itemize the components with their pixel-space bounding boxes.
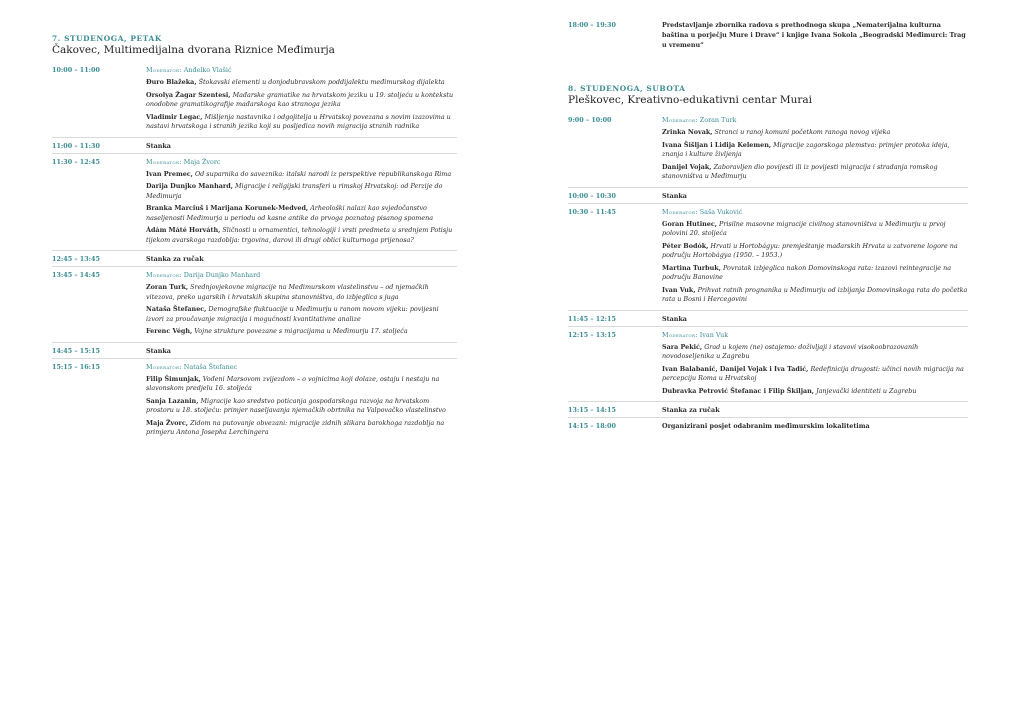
time-slot: 12:15 – 13:15 bbox=[568, 330, 616, 339]
session-row bbox=[52, 362, 457, 441]
session-note: Stanka za ručak bbox=[146, 255, 204, 263]
talk-item bbox=[146, 91, 457, 110]
talk-item bbox=[146, 226, 457, 245]
moderator-label: Moderator: bbox=[662, 207, 698, 216]
time-slot: 13:45 – 14:45 bbox=[52, 271, 100, 279]
talk-author: Dubravka Petrović Štefanac i Filip Škiljan, bbox=[662, 386, 815, 395]
talk-title: Migracije i religijski transferi u rimskoj Hrvatskoj: od Perzije do Međimurja bbox=[146, 182, 443, 200]
session-content bbox=[146, 157, 457, 249]
talk-author: Ivan Balabanić, Danijel Vojak i Iva Tadić, bbox=[662, 364, 809, 373]
left-column bbox=[52, 34, 457, 441]
break-row bbox=[568, 20, 968, 50]
day-header-left bbox=[52, 34, 457, 56]
talk-title: Srednjovjekovne migracije na Međimurskom vlastelinstvu – od njemačkih vitezova, preko ugarskih i hrvatskih skupina stanovništva, do izbjeglica s juga bbox=[146, 283, 429, 301]
break-row bbox=[52, 141, 457, 151]
session-content bbox=[146, 254, 457, 264]
day-label: 7. STUDENOGA, PETAK bbox=[52, 34, 162, 43]
talk-item bbox=[146, 375, 457, 394]
talk-author: Ivana Šišljan i Lidija Kelemen, bbox=[662, 140, 772, 149]
session-content bbox=[662, 207, 968, 308]
session-note: Stanka bbox=[662, 314, 687, 323]
talk-author: Nataša Štefanec, bbox=[146, 305, 207, 313]
talk-title: Migracije zagorskoga plemstva: primjer protoka ideja, znanja i kulture življenja bbox=[662, 140, 950, 158]
talk-title: Prisilne masovne migracije civilnog stanovništva u Međimurju u prvoj polovini 20. stoljeća bbox=[662, 219, 946, 237]
session-note: Stanka za ručak bbox=[662, 406, 720, 414]
moderator-label: Moderator: bbox=[662, 116, 698, 124]
moderator-name: Zoran Turk bbox=[697, 116, 737, 124]
moderator-name: Ivan Vuk bbox=[697, 330, 729, 339]
time-slot: 13:15 – 14:15 bbox=[568, 406, 616, 414]
row-divider bbox=[568, 203, 968, 204]
talk-item bbox=[662, 128, 968, 138]
time-slot: 11:45 – 12:15 bbox=[568, 314, 616, 323]
day-venue: Čakovec, Multimedijalna dvorana Riznice Međimurja bbox=[52, 44, 335, 56]
talk-title: Sličnosti u ornamentici, tehnologiji i vrsti predmeta u srednjem Potisju tijekom avarskoga razdoblja: trgovina, darovi ili drugi oblici kulturnoga prijenosa? bbox=[146, 226, 453, 244]
session-row bbox=[52, 65, 457, 135]
talk-item bbox=[146, 305, 457, 324]
talk-item bbox=[662, 286, 968, 305]
session-row bbox=[52, 270, 457, 340]
break-row bbox=[568, 421, 968, 431]
schedule-right bbox=[568, 115, 968, 431]
moderator bbox=[662, 330, 968, 340]
talk-author: Orsolya Žagar Szentesi, bbox=[146, 90, 231, 99]
talk-author: Danijel Vojak, bbox=[662, 162, 712, 171]
time-slot: 14:15 – 18:00 bbox=[568, 422, 616, 430]
moderator-label: Moderator: bbox=[662, 330, 698, 339]
talk-title: Grad u kojem (ne) ostajemo: doživljaji i stavovi visokoobrazovanih novodoseljenika u Zagrebu bbox=[662, 342, 919, 360]
session-content bbox=[146, 362, 457, 441]
talk-author: Ivan Vuk, bbox=[662, 285, 696, 294]
row-divider bbox=[568, 401, 968, 402]
talk-item bbox=[662, 343, 968, 362]
row-divider bbox=[52, 153, 457, 154]
talk-title: Stranci u ranoj komuni početkom ranoga novog vijeka bbox=[712, 128, 891, 136]
talk-author: Sara Pekić, bbox=[662, 342, 703, 351]
talk-title: Mišljenja nastavnika i odgojitelja u Hrvatskoj povezana s novim izazovima u nastavi hrvatskoga i stranih jezika koji su posljedica novih migracija stranih radnika bbox=[146, 112, 451, 130]
session-content bbox=[662, 20, 968, 50]
moderator-name: Anđelko Vlašić bbox=[181, 66, 232, 74]
talk-author: Ivan Premec, bbox=[146, 169, 193, 178]
row-divider bbox=[52, 358, 457, 359]
time-slot: 9:00 – 10:00 bbox=[568, 116, 612, 124]
talk-title: Od suparnika do saveznika: italski narodi iz perspektive republikanskoga Rima bbox=[192, 169, 452, 178]
session-content bbox=[662, 115, 968, 185]
talk-item bbox=[146, 397, 457, 416]
moderator-label: Moderator: bbox=[146, 271, 182, 279]
moderator bbox=[146, 65, 457, 75]
session-content bbox=[146, 270, 457, 340]
moderator bbox=[662, 207, 968, 217]
time-slot: 11:30 – 12:45 bbox=[52, 157, 100, 166]
break-row bbox=[52, 254, 457, 264]
talk-item bbox=[662, 242, 968, 261]
talk-title: Redefinicija drugosti: učinci novih migracija na percepciju Roma u Hrvatskoj bbox=[662, 364, 964, 382]
talk-item bbox=[146, 78, 457, 88]
talk-item bbox=[146, 419, 457, 438]
talk-author: Đuro Blažeka, bbox=[146, 78, 197, 86]
session-note: Stanka bbox=[146, 141, 171, 150]
break-row bbox=[568, 314, 968, 324]
talk-item bbox=[146, 182, 457, 201]
session-content bbox=[662, 191, 968, 201]
moderator-name: Saša Vuković bbox=[697, 207, 743, 216]
session-row bbox=[568, 207, 968, 308]
session-content bbox=[146, 346, 457, 356]
moderator bbox=[146, 157, 457, 167]
break-row bbox=[568, 191, 968, 201]
break-row bbox=[52, 346, 457, 356]
moderator-name: Darija Dunjko Manhard bbox=[181, 271, 261, 279]
talk-title: Arheološki nalazi kao svjedočanstvo naseljenosti Međimurja u periodu od kasne antike do prvoga poznatog pisanog spomena bbox=[146, 204, 434, 222]
session-content bbox=[146, 65, 457, 135]
talk-author: Darija Dunjko Manhard, bbox=[146, 182, 233, 190]
talk-author: Goran Hutinec, bbox=[662, 219, 717, 228]
moderator bbox=[146, 362, 457, 372]
moderator bbox=[146, 270, 457, 280]
moderator-label: Moderator: bbox=[146, 66, 182, 74]
session-note: Organizirani posjet odabranim međimurskim lokalitetima bbox=[662, 422, 870, 430]
row-divider bbox=[568, 326, 968, 327]
row-divider bbox=[52, 250, 457, 251]
talk-title: Demografske fluktuacije u Međimurju u ranom novom vijeku: povijesni izvori za proučavanje migracija i mogućnosti kvantitativne analize bbox=[146, 305, 439, 323]
schedule-left bbox=[52, 65, 457, 441]
time-slot: 10:30 – 11:45 bbox=[568, 207, 616, 216]
talk-author: Vladimir Legac, bbox=[146, 112, 203, 121]
right-column bbox=[568, 20, 968, 431]
time-slot: 15:15 – 16:15 bbox=[52, 362, 100, 371]
time-slot: 12:45 – 13:45 bbox=[52, 255, 100, 263]
talk-title: Mađarske gramatike na hrvatskom jeziku u 19. stoljeću u kontekstu onodobne gramatikografije mađarskoga kao stranoga jezika bbox=[146, 90, 454, 108]
talk-item bbox=[662, 264, 968, 283]
talk-item bbox=[146, 170, 457, 180]
talk-item bbox=[146, 283, 457, 302]
session-row bbox=[568, 330, 968, 400]
talk-title: Povratak izbjeglica nakon Domovinskoga rata: izazovi reintegracije na području Banovine bbox=[662, 263, 952, 281]
talk-title: Janjevački identiteti u Zagrebu bbox=[814, 386, 917, 395]
talk-author: Sanja Lazanin, bbox=[146, 396, 199, 405]
talk-title: Prihvat ratnih prognanika u Međimurju od izbijanja Domovinskoga rata do početka rata u Bosni i Hercegovini bbox=[662, 285, 968, 303]
row-divider bbox=[568, 310, 968, 311]
day-header-right bbox=[568, 84, 968, 106]
talk-author: Péter Bodók, bbox=[662, 241, 709, 250]
talk-title: Vojne strukture povezane s migracijama u Međimurju 17. stoljeća bbox=[192, 327, 408, 335]
row-divider bbox=[52, 266, 457, 267]
talk-item bbox=[146, 113, 457, 132]
talk-item bbox=[662, 365, 968, 384]
talk-item bbox=[662, 163, 968, 182]
time-slot: 11:00 – 11:30 bbox=[52, 141, 100, 150]
talk-author: Maja Žvorc, bbox=[146, 418, 189, 427]
session-note: Stanka bbox=[662, 191, 687, 200]
time-slot: 14:45 – 15:15 bbox=[52, 346, 100, 355]
talk-author: Filip Šimunjak, bbox=[146, 374, 201, 383]
talk-author: Zoran Turk, bbox=[146, 283, 189, 291]
talk-item bbox=[662, 141, 968, 160]
session-row bbox=[52, 157, 457, 249]
row-divider bbox=[52, 137, 457, 138]
session-content bbox=[662, 421, 968, 431]
session-note: Predstavljanje zbornika radova s prethodnoga skupa „Nematerijalna kulturna baština u porječju Mure i Drave“ i knjige Ivana Sokola „Beogradski Međimurci: Trag u vremenu“ bbox=[662, 21, 966, 49]
time-slot: 18:00 – 19:30 bbox=[568, 21, 616, 29]
time-slot: 10:00 – 10:30 bbox=[568, 191, 616, 200]
talk-title: Zidom na putovanje obvezani: migracije zidnih slikara barokhoga razdoblja na primjeru Antona Josepha Lerchingera bbox=[146, 418, 445, 436]
talk-author: Zrinka Novak, bbox=[662, 128, 713, 136]
row-divider bbox=[568, 187, 968, 188]
talk-author: Ferenc Végh, bbox=[146, 327, 193, 335]
moderator bbox=[662, 115, 968, 125]
day-label: 8. STUDENOGA, SUBOTA bbox=[568, 84, 686, 93]
talk-title: Štokavski elementi u donjodubravskom poddijalektu međimurskog dijalekta bbox=[196, 78, 445, 86]
talk-author: Martina Turbuk, bbox=[662, 263, 721, 272]
talk-item bbox=[146, 327, 457, 337]
talk-title: Vođeni Marsovom zvijezdom – o vojnicima koji dolaze, ostaju i nestaju na slavonskom predjelu 16. stoljeća bbox=[146, 374, 440, 392]
talk-author: Branka Marciuš i Marijana Korunek-Medved, bbox=[146, 204, 309, 212]
talk-author: Ádám Máté Horváth, bbox=[146, 226, 221, 234]
talk-item bbox=[662, 387, 968, 397]
row-divider bbox=[568, 417, 968, 418]
session-content bbox=[662, 314, 968, 324]
break-row bbox=[568, 405, 968, 415]
moderator-label: Moderator: bbox=[146, 157, 182, 166]
schedule-right-top bbox=[568, 20, 968, 50]
session-content bbox=[146, 141, 457, 151]
day-venue: Pleškovec, Kreativno-edukativni centar Murai bbox=[568, 94, 813, 106]
row-divider bbox=[52, 342, 457, 343]
session-content bbox=[662, 330, 968, 400]
talk-item bbox=[146, 204, 457, 223]
talk-title: Migracije kao sredstvo poticanja gospodarskoga razvoja na hrvatskom prostoru u 18. stoljeću: primjer naseljavanja njemačkih obrtnika na Valpovačko vlastelinstvo bbox=[146, 396, 446, 414]
moderator-label: Moderator: bbox=[146, 362, 182, 371]
session-note: Stanka bbox=[146, 346, 171, 355]
moderator-name: Maja Žvorc bbox=[181, 157, 221, 166]
talk-title: Hrvati u Hortobágyu: premještanje mađarskih Hrvata u zatvorene logore na području Hortobágya (1950. – 1953.) bbox=[662, 241, 958, 259]
talk-item bbox=[662, 220, 968, 239]
session-row bbox=[568, 115, 968, 185]
moderator-name: Nataša Štefanec bbox=[181, 362, 238, 371]
time-slot: 10:00 – 11:00 bbox=[52, 66, 100, 74]
talk-title: Zaboravljen dio povijesti ili iz povijesti migracija i stradanja romskog stanovništva u Međimurju bbox=[662, 162, 938, 180]
session-content bbox=[662, 405, 968, 415]
